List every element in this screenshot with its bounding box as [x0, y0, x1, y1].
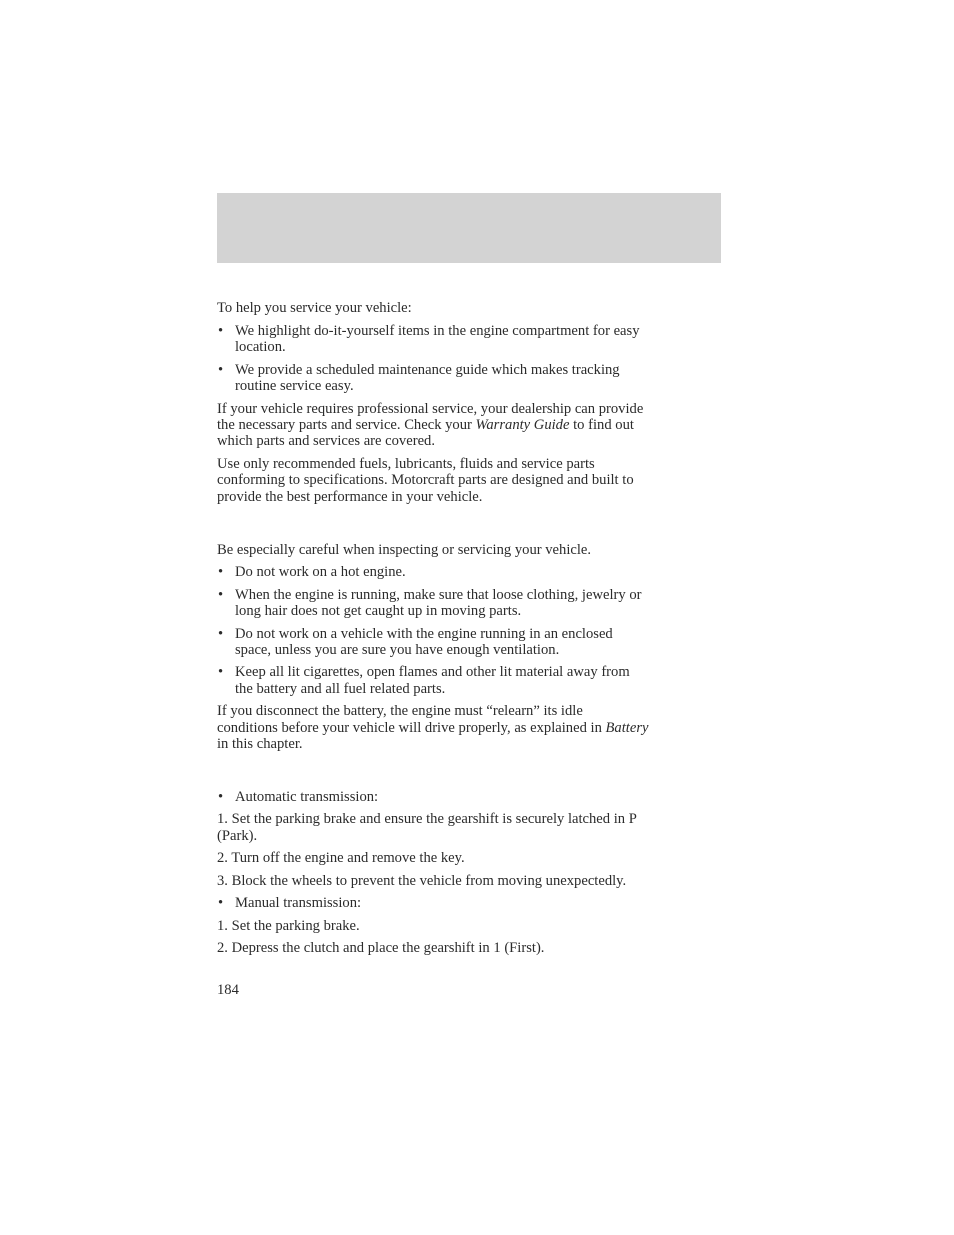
automatic-transmission-label: Automatic transmission:: [235, 789, 379, 805]
bullet-text: Do not work on a hot engine.: [235, 564, 406, 580]
paragraph-line: in this chapter.: [217, 736, 303, 752]
bullet-text: location.: [235, 339, 286, 355]
bullet-text: routine service easy.: [235, 378, 354, 394]
bullet-marker: •: [218, 895, 224, 911]
bullet-text: Do not work on a vehicle with the engine running in an enclosed: [235, 626, 613, 642]
bullet-marker: •: [218, 362, 224, 378]
bullet-text: Keep all lit cigarettes, open flames and other lit material away from: [235, 664, 630, 680]
step-line: 1. Set the parking brake and ensure the gearshift is securely latched in P: [217, 811, 637, 827]
paragraph-line: provide the best performance in your vehicle.: [217, 489, 483, 505]
warranty-guide-reference: Warranty Guide: [475, 417, 570, 433]
bullet-text: When the engine is running, make sure that loose clothing, jewelry or: [235, 587, 642, 603]
page-number: 184: [217, 982, 239, 998]
bullet-text: We provide a scheduled maintenance guide which makes tracking: [235, 362, 620, 378]
step-line: (Park).: [217, 828, 258, 844]
bullet-text: long hair does not get caught up in moving parts.: [235, 603, 522, 619]
bullet-text: the battery and all fuel related parts.: [235, 681, 446, 697]
manual-transmission-label: Manual transmission:: [235, 895, 362, 911]
bullet-marker: •: [218, 664, 224, 680]
bullet-marker: •: [218, 626, 224, 642]
step-line: 2. Turn off the engine and remove the key.: [217, 850, 465, 866]
paragraph-line: which parts and services are covered.: [217, 433, 435, 449]
section-header-band: [217, 193, 721, 263]
paragraph-line: the necessary parts and service. Check your Warranty Guide to find out: [217, 417, 634, 433]
step-line: 1. Set the parking brake.: [217, 918, 360, 934]
bullet-text: space, unless you are sure you have enough ventilation.: [235, 642, 560, 658]
paragraph-line: If your vehicle requires professional service, your dealership can provide: [217, 401, 644, 417]
bullet-marker: •: [218, 789, 224, 805]
safety-intro: Be especially careful when inspecting or servicing your vehicle.: [217, 542, 592, 558]
paragraph-line: conforming to specifications. Motorcraft parts are designed and built to: [217, 472, 634, 488]
step-line: 3. Block the wheels to prevent the vehicle from moving unexpectedly.: [217, 873, 627, 889]
step-line: 2. Depress the clutch and place the gearshift in 1 (First).: [217, 940, 545, 956]
paragraph-line: If you disconnect the battery, the engine must “relearn” its idle: [217, 703, 583, 719]
paragraph-line: Use only recommended fuels, lubricants, fluids and service parts: [217, 456, 595, 472]
battery-reference: Battery: [605, 720, 649, 736]
bullet-marker: •: [218, 323, 224, 339]
paragraph-line: conditions before your vehicle will drive properly, as explained in Battery: [217, 720, 649, 736]
bullet-marker: •: [218, 587, 224, 603]
bullet-text: We highlight do-it-yourself items in the engine compartment for easy: [235, 323, 640, 339]
service-intro: To help you service your vehicle:: [217, 300, 412, 316]
bullet-marker: •: [218, 564, 224, 580]
